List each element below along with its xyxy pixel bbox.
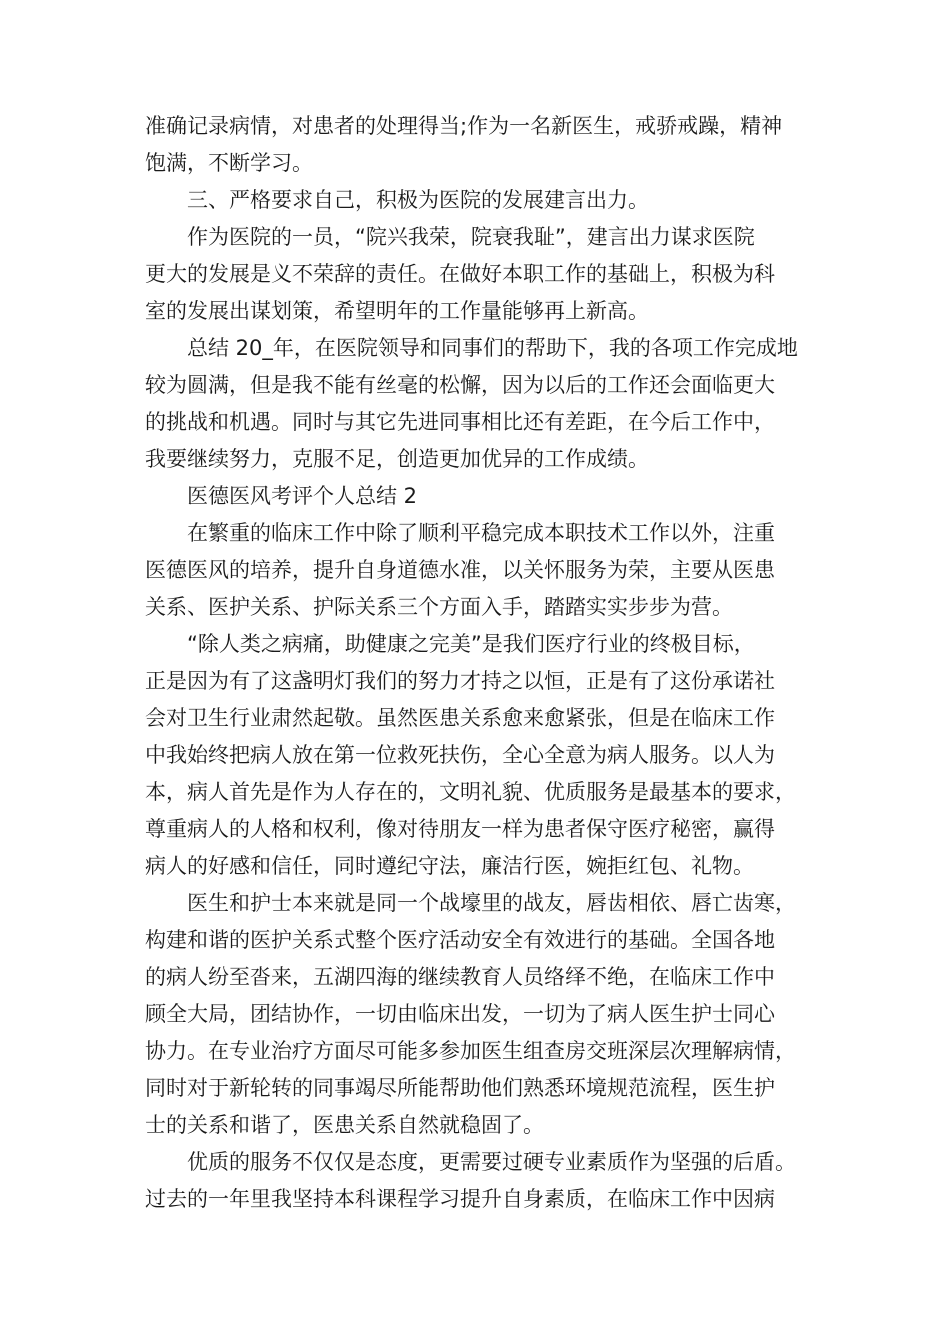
text-line: 中我始终把病人放在第一位救死扶伤，全心全意为病人服务。以人为 bbox=[145, 743, 775, 767]
text-line: 饱满，不断学习。 bbox=[145, 151, 313, 175]
text-line: 病人的好感和信任，同时遵纪守法，廉洁行医，婉拒红包、礼物。 bbox=[145, 854, 754, 878]
text-line: 本，病人首先是作为人存在的，文明礼貌、优质服务是最基本的要求， bbox=[145, 780, 796, 804]
text-line: 室的发展出谋划策，希望明年的工作量能够再上新高。 bbox=[145, 299, 649, 323]
text-line: 同时对于新轮转的同事竭尽所能帮助他们熟悉环境规范流程，医生护 bbox=[145, 1076, 775, 1100]
text-line: 总结 20_年，在医院领导和同事们的帮助下，我的各项工作完成地 bbox=[145, 336, 798, 360]
text-line: 医生和护士本来就是同一个战壕里的战友，唇齿相依、唇亡齿寒， bbox=[145, 891, 796, 915]
text-line: 协力。在专业治疗方面尽可能多参加医生组查房交班深层次理解病情， bbox=[145, 1039, 796, 1063]
text-line: 的挑战和机遇。同时与其它先进同事相比还有差距，在今后工作中， bbox=[145, 410, 775, 434]
text-line: 较为圆满，但是我不能有丝毫的松懈，因为以后的工作还会面临更大 bbox=[145, 373, 775, 397]
text-line: 更大的发展是义不荣辞的责任。在做好本职工作的基础上，积极为科 bbox=[145, 262, 775, 286]
text-line: 在繁重的临床工作中除了顺利平稳完成本职技术工作以外，注重 bbox=[145, 521, 775, 545]
text-line: 优质的服务不仅仅是态度，更需要过硬专业素质作为坚强的后盾。 bbox=[145, 1150, 796, 1174]
text-line: 的病人纷至沓来，五湖四海的继续教育人员络绎不绝，在临床工作中 bbox=[145, 965, 775, 989]
text-line: 作为医院的一员，“院兴我荣，院衰我耻”，建言出力谋求医院 bbox=[145, 225, 755, 249]
document-body bbox=[145, 108, 811, 1218]
text-line: 会对卫生行业肃然起敬。虽然医患关系愈来愈紧张，但是在临床工作 bbox=[145, 706, 775, 730]
text-line: 过去的一年里我坚持本科课程学习提升自身素质，在临床工作中因病 bbox=[145, 1187, 775, 1211]
text-line: 医德医风的培养，提升自身道德水准，以关怀服务为荣，主要从医患 bbox=[145, 558, 775, 582]
text-line: 顾全大局，团结协作，一切由临床出发，一切为了病人医生护士同心 bbox=[145, 1002, 775, 1026]
section-title: 医德医风考评个人总结 2 bbox=[145, 484, 418, 508]
text-line: 正是因为有了这盏明灯我们的努力才持之以恒，正是有了这份承诺社 bbox=[145, 669, 775, 693]
text-line: 士的关系和谐了，医患关系自然就稳固了。 bbox=[145, 1113, 544, 1137]
text-line: 我要继续努力，克服不足，创造更加优异的工作成绩。 bbox=[145, 447, 649, 471]
text-line: 关系、医护关系、护际关系三个方面入手，踏踏实实步步为营。 bbox=[145, 595, 733, 619]
text-line: “除人类之病痛，助健康之完美”是我们医疗行业的终极目标， bbox=[145, 632, 755, 656]
text-line: 准确记录病情，对患者的处理得当;作为一名新医生，戒骄戒躁，精神 bbox=[145, 114, 783, 138]
section-heading: 三、严格要求自己，积极为医院的发展建言出力。 bbox=[145, 188, 649, 212]
text-line: 构建和谐的医护关系式整个医疗活动安全有效进行的基础。全国各地 bbox=[145, 928, 775, 952]
text-line: 尊重病人的人格和权利，像对待朋友一样为患者保守医疗秘密，赢得 bbox=[145, 817, 775, 841]
